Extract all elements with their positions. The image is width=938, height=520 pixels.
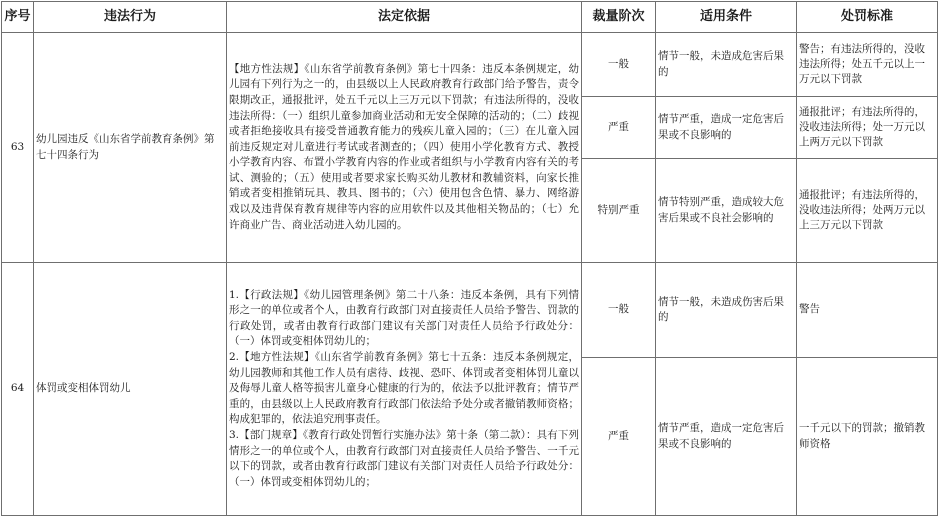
- legal-basis-text: 【地方性法规】《山东省学前教育条例》第七十四条：违反本条例规定，幼儿园有下列行为之一的，由县级以上人民政府教育行政部门给予警告，责令限期改正，通报批评，处五千元以上三万元以下罚款；有违法所得的，没收违法所得：（一）组织儿童参加商业活动和无安全保障的活动的；（二）歧视或者拒绝接收具有接受普通教育能力的残疾儿童入园的；（三）在儿童入园前违反规定对儿童进行考试或者测查的；（四）使用小学化教育方式、教授小学教育内容、布置小学教育内容的作业或者组织与小学教育内容有关的考试、测验的；（五）使用或者要求家长购买幼儿教材和教辅资料，向家长推销或者变相推销玩具、教具、图书的；（六）使用包含色情、暴力、网络游戏以及违背保育教育规律等内容的应用软件以及其他相关物品的；（七）允许商业广告、商业活动进入幼儿园的。: [229, 62, 579, 231]
- condition-cell: 情节严重，造成一定危害后果或不良影响的: [656, 97, 797, 159]
- violation-cell: 幼儿园违反《山东省学前教育条例》第七十四条行为: [34, 33, 227, 263]
- violation-cell: 体罚或变相体罚幼儿: [34, 263, 227, 516]
- legal-basis-item: 1.【行政法规】《幼儿园管理条例》第二十八条：违反本条例，具有下列情形之一的单位或者个人，由教育行政部门对直接责任人员给予警告、罚款的行政处罚，或者由教育行政部门建议有关部门对责任人员给予行政处分：（一）体罚或变相体罚幼儿的；: [229, 288, 579, 348]
- penalty-table: [1, 1, 938, 516]
- level-cell: 特别严重: [582, 159, 656, 263]
- header-no: 序号: [2, 2, 34, 33]
- header-basis: 法定依据: [227, 2, 582, 33]
- level-cell: 严重: [582, 358, 656, 516]
- condition-cell: 情节严重，造成一定危害后果或不良影响的: [656, 358, 797, 516]
- level-cell: 严重: [582, 97, 656, 159]
- standard-cell: 警告；有违法所得的，没收违法所得；处五千元以上一万元以下罚款: [797, 33, 938, 97]
- condition-cell: 情节一般，未造成危害后果的: [656, 33, 797, 97]
- standard-cell: 一千元以下的罚款；撤销教师资格: [797, 358, 938, 516]
- header-level: 裁量阶次: [582, 2, 656, 33]
- table-row: [2, 263, 938, 358]
- condition-cell: 情节特别严重，造成较大危害后果或不良社会影响的: [656, 159, 797, 263]
- level-cell: 一般: [582, 263, 656, 358]
- level-cell: 一般: [582, 33, 656, 97]
- standard-cell: 通报批评；有违法所得的，没收违法所得；处两万元以上三万元以下罚款: [797, 159, 938, 263]
- header-standard: 处罚标准: [797, 2, 938, 33]
- legal-basis-cell: [227, 263, 582, 516]
- table-row: [2, 33, 938, 97]
- row-number: 64: [2, 263, 34, 516]
- header-condition: 适用条件: [656, 2, 797, 33]
- table-header-row: [2, 2, 938, 33]
- condition-cell: 情节一般，未造成伤害后果的: [656, 263, 797, 358]
- legal-basis-item: 2.【地方性法规】《山东省学前教育条例》第七十五条：违反本条例规定，幼儿园教师和其他工作人员有虐待、歧视、恐吓、体罚或者变相体罚儿童以及侮辱儿童人格等损害儿童身心健康的行为的，依法予以批评教育；情节严重的，由县级以上人民政府教育行政部门依法给予处分或者撤销教师资格；构成犯罪的，依法追究刑事责任。: [229, 351, 579, 426]
- standard-cell: 警告: [797, 263, 938, 358]
- standard-cell: 通报批评；有违法所得的，没收违法所得；处一万元以上两万元以下罚款: [797, 97, 938, 159]
- legal-basis-cell: [227, 33, 582, 263]
- legal-basis-item: 3.【部门规章】《教育行政处罚暂行实施办法》第十条（第二款）：具有下列情形之一的单位或个人，由教育行政部门对直接责任人员给予警告、一千元以下的罚款，或者由教育行政部门建议有关部门对责任人员给予行政处分：（一）体罚或变相体罚幼儿的；: [229, 428, 579, 488]
- row-number: 63: [2, 33, 34, 263]
- header-violation: 违法行为: [34, 2, 227, 33]
